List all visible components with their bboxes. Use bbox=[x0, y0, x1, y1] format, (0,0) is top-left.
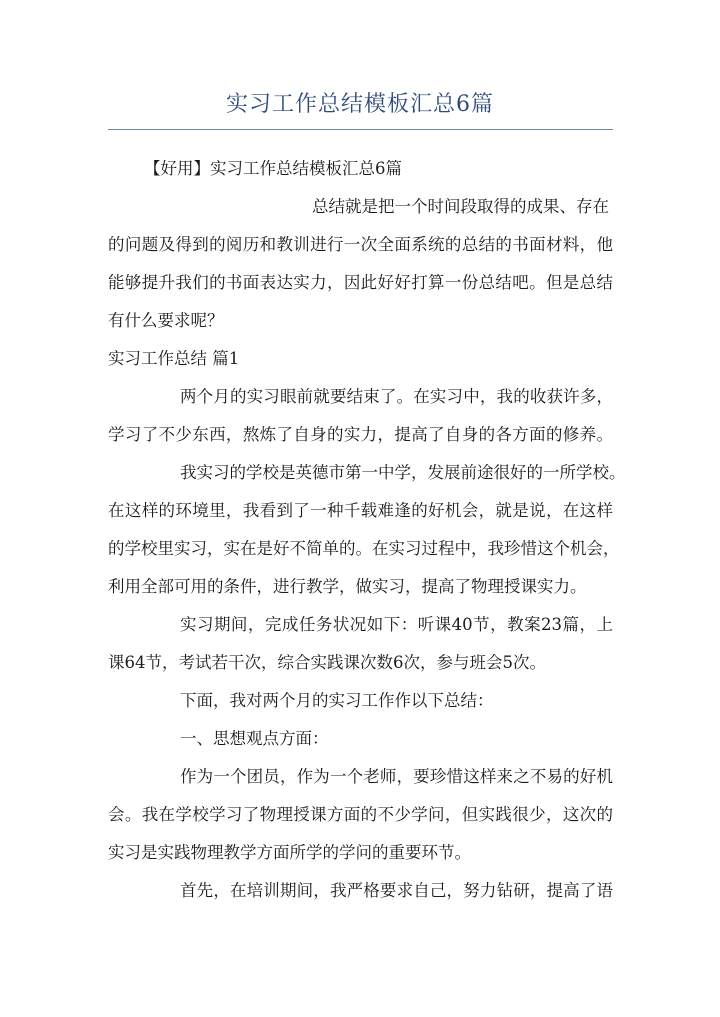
paragraph-line: 实习是实践物理教学方面所学的学问的重要环节。 bbox=[108, 843, 471, 862]
paragraph-line: 作为一个团员，作为一个老师，要珍惜这样来之不易的好机 bbox=[180, 767, 613, 786]
paragraph-line: 的学校里实习，实在是好不简单的。在实习过程中，我珍惜这个机会， bbox=[108, 539, 620, 558]
paragraph-line: 学习了不少东西，熬炼了自身的实力，提高了自身的各方面的修养。 bbox=[108, 425, 613, 444]
paragraph-line: 能够提升我们的书面表达实力，因此好好打算一份总结吧。但是总结 bbox=[108, 273, 613, 292]
paragraph-line: 有什么要求呢？ bbox=[108, 311, 224, 330]
paragraph-line: 实习期间，完成任务状况如下：听课40节，教案23篇，上 bbox=[180, 615, 613, 634]
paragraph-line: 首先，在培训期间，我严格要求自己，努力钻研，提高了语 bbox=[180, 881, 613, 900]
title-divider bbox=[108, 129, 613, 130]
paragraph-line: 我实习的学校是英德市第一中学，发展前途很好的一所学校。 bbox=[180, 463, 626, 482]
paragraph-line: 在这样的环境里，我看到了一种千载难逢的好机会，就是说，在这样 bbox=[108, 501, 613, 520]
subsection-heading: 一、思想观点方面： bbox=[180, 729, 329, 748]
paragraph-line: 总结就是把一个时间段取得的成果、存在 bbox=[312, 197, 609, 216]
section-heading: 实习工作总结 篇1 bbox=[108, 349, 240, 368]
page-title: 实习工作总结模板汇总6篇 bbox=[226, 92, 494, 117]
paragraph-line: 的问题及得到的阅历和教训进行一次全面系统的总结的书面材料，他 bbox=[108, 235, 613, 254]
intro-heading: 【好用】实习工作总结模板汇总6篇 bbox=[144, 159, 402, 178]
paragraph-line: 课64节，考试若干次，综合实践课次数6次，参与班会5次。 bbox=[108, 653, 546, 672]
paragraph-line: 利用全部可用的条件，进行教学，做实习，提高了物理授课实力。 bbox=[108, 577, 587, 596]
paragraph-line: 会。我在学校学习了物理授课方面的不少学问，但实践很少，这次的 bbox=[108, 805, 613, 824]
paragraph-line: 下面，我对两个月的实习工作作以下总结： bbox=[180, 691, 494, 710]
paragraph-line: 两个月的实习眼前就要结束了。在实习中，我的收获许多， bbox=[180, 387, 613, 406]
